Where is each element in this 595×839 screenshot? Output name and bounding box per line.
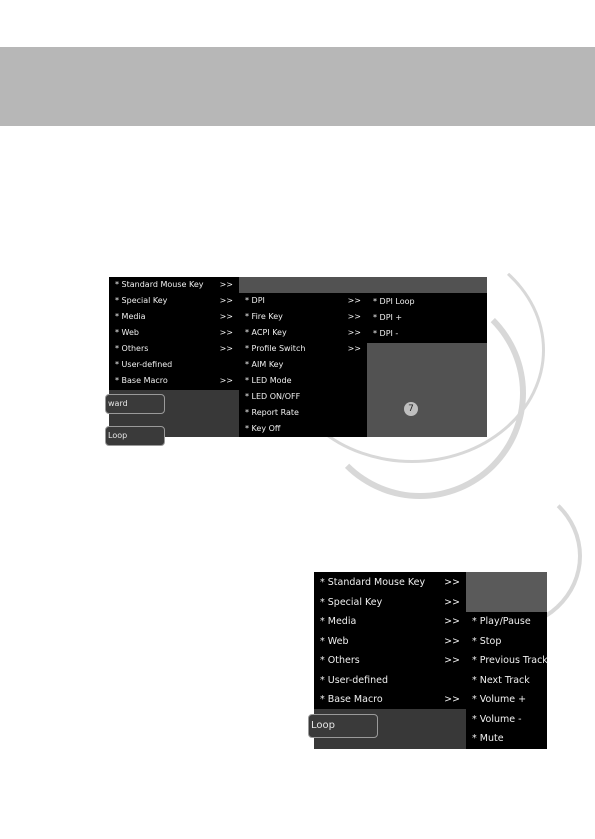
media-item-stop[interactable]: * Stop [472, 635, 502, 647]
screenshot-special-key-menu [108, 277, 487, 440]
submenu-item-acpi-key[interactable]: * ACPI Key >> [245, 328, 361, 337]
submenu-item-led-on-off[interactable]: * LED ON/OFF [245, 392, 301, 401]
main-menu [109, 277, 239, 390]
dpi-item-plus[interactable]: * DPI + [373, 313, 403, 322]
main-menu [314, 572, 466, 709]
media-item-next-track[interactable]: * Next Track [472, 674, 530, 686]
screenshot-media-menu [311, 572, 548, 749]
menu-item-web[interactable]: * Web >> [320, 635, 460, 647]
submenu-item-report-rate[interactable]: * Report Rate [245, 408, 299, 417]
menu-item-media[interactable]: * Media >> [320, 616, 460, 627]
submenu-item-fire-key[interactable]: * Fire Key >> [245, 312, 361, 321]
loop-field[interactable]: Loop [105, 426, 165, 446]
media-item-volume-up[interactable]: * Volume + [472, 694, 527, 705]
media-item-previous-track[interactable]: * Previous Track [472, 655, 548, 666]
menu-item-base-macro[interactable]: * Base Macro >> [320, 694, 460, 705]
media-item-volume-down[interactable]: * Volume - [472, 713, 522, 725]
dpi-submenu [367, 293, 487, 343]
menu-item-base-macro[interactable]: * Base Macro >> [115, 376, 233, 385]
forward-field[interactable]: ward [105, 394, 165, 414]
menu-item-user-defined[interactable]: * User-defined [320, 674, 388, 686]
dpi-item-loop[interactable]: * DPI Loop [373, 297, 415, 306]
dpi-item-minus[interactable]: * DPI - [373, 329, 399, 338]
menu-item-special-key[interactable]: * Special Key >> [320, 596, 460, 608]
submenu-item-dpi[interactable]: * DPI >> [245, 296, 361, 305]
menu-item-standard-mouse-key[interactable]: * Standard Mouse Key >> [320, 577, 460, 588]
media-item-mute[interactable]: * Mute [472, 733, 504, 744]
submenu-item-profile-switch[interactable]: * Profile Switch >> [245, 344, 361, 353]
menu-item-user-defined[interactable]: * User-defined [115, 360, 173, 369]
menu-item-special-key[interactable]: * Special Key >> [115, 296, 233, 305]
loop-field[interactable]: Loop [308, 714, 378, 738]
menu-item-web[interactable]: * Web >> [115, 328, 233, 337]
media-item-play-pause[interactable]: * Play/Pause [472, 616, 531, 627]
menu-item-standard-mouse-key[interactable]: * Standard Mouse Key >> [115, 280, 233, 289]
media-submenu [466, 612, 547, 749]
header-bar [0, 47, 595, 126]
submenu-item-key-off[interactable]: * Key Off [245, 424, 281, 433]
submenu-item-led-mode[interactable]: * LED Mode [245, 376, 292, 385]
menu-item-media[interactable]: * Media >> [115, 312, 233, 321]
mouse-button-badge: 7 [404, 402, 418, 416]
special-key-submenu [239, 293, 367, 437]
submenu-item-aim-key[interactable]: * AIM Key [245, 360, 284, 369]
menu-item-others[interactable]: * Others >> [115, 344, 233, 353]
menu-item-others[interactable]: * Others >> [320, 655, 460, 666]
